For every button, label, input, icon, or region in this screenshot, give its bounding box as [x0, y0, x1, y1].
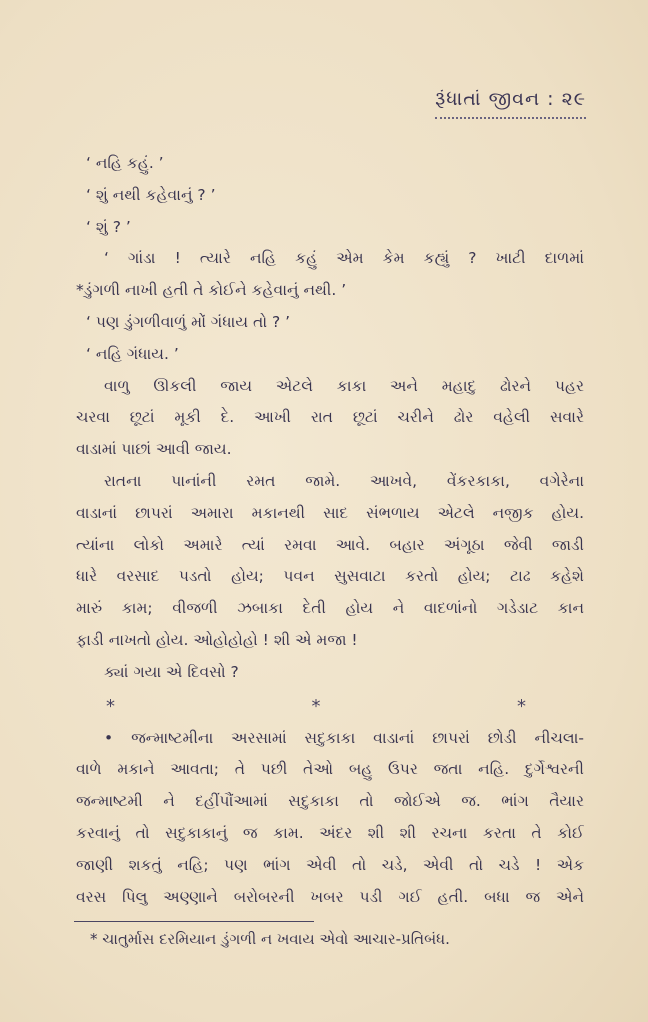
running-title: રૂંધાતાં જીવન : ૨૯ — [435, 88, 586, 110]
section-separator — [76, 691, 526, 723]
paragraph-line: ક્યાં ગયા એ દિવસો ? — [104, 662, 239, 681]
paragraph-line: ‘ ગાંડા ! ત્યારે નહિ કહું એમ કેમ કહ્યું ? ખાટી દાળમાં — [104, 249, 584, 268]
running-header — [435, 88, 586, 119]
paragraph-line: વાળુ ઊકલી જાય એટલે કાકા અને મહાદુ ઢોરને પહર — [104, 376, 584, 395]
page-body — [76, 148, 584, 913]
footnote: * ચાતુર્માસ દરમિયાન ડુંગળી ન ખવાય એવો આચાર-પ્રતિબંધ. — [90, 930, 450, 948]
paragraph-line: ધારે વરસાદ પડતો હોય; પવન સુસવાટા કરતો હોય; ટાઢ કહેશે — [76, 567, 584, 586]
paragraph-line: જાણી શકતું નહિ; પણ ભાંગ એવી તો ચડે, એવી તો ચડે ! એક — [76, 855, 584, 874]
paragraph-line: ચરવા છૂટાં મૂકી દે. આખી રાત છૂટાં ચરીને ઢોર વહેલી સવારે — [76, 408, 584, 427]
dialogue-line: ‘ નહિ ગંધાય. ’ — [86, 344, 179, 363]
paragraph-line: વરસ પિલુ અણ્ણાને બરોબરની ખબર પડી ગઈ હતી. બધા જ એને — [76, 887, 584, 906]
dialogue-line: ‘ નહિ કહું. ’ — [86, 154, 164, 172]
dialogue-line: ‘ શું ? ’ — [86, 217, 131, 236]
paragraph-line: *ડુંગળી નાખી હતી તે કોઈને કહેવાનું નથી. ’ — [76, 281, 347, 300]
paragraph-line: ફાડી નાખતો હોય. ઓહોહોહો ! શી એ મજા ! — [76, 630, 358, 649]
separator-star: * — [517, 695, 526, 717]
paragraph-line: જન્માષ્ટમી ને દહીંપૌંઆમાં સદુકાકા તો જોઈએ જ. ભાંગ તૈયાર — [76, 792, 584, 811]
paragraph-line: મારું કામ; વીજળી ઝબાકા દેતી હોય ને વાદળાંનો ગડેડાટ કાન — [76, 599, 584, 618]
paragraph-line: રાતના પાનાંની રમત જામે. આખવે, વેંકરકાકા, વગેરેના — [104, 471, 584, 490]
header-dotted-underline — [435, 114, 586, 119]
dialogue-line: ‘ શું નથી કહેવાનું ? ’ — [86, 185, 216, 204]
paragraph-line: • જન્માષ્ટમીના અરસામાં સદુકાકા વાડાનાં છાપરાં છોડી નીચલા- — [104, 728, 584, 747]
paragraph-line: વાળે મકાને આવતા; તે પછી તેઓ બહુ ઉપર જતા નહિ. દુર્ગેશ્વરની — [76, 760, 584, 779]
paragraph-line: વાડાનાં છાપરાં અમારા મકાનથી સાદ સંભળાય એટલે નજીક હોય. — [76, 503, 584, 522]
dialogue-line: ‘ પણ ડુંગળીવાળું મોં ગંધાય તો ? ’ — [86, 312, 291, 331]
separator-star: * — [311, 695, 321, 717]
separator-star: * — [106, 695, 115, 717]
paragraph-line: કરવાનું તો સદુકાકાનું જ કામ. અંદર શી શી રચના કરતા તે કોઈ — [76, 823, 584, 842]
paragraph-line: ત્યાંના લોકો અમારે ત્યાં રમવા આવે. બહાર અંગૂઠા જેવી જાડી — [76, 535, 584, 554]
paragraph-line: વાડામાં પાછાં આવી જાય. — [76, 440, 232, 459]
footnote-rule — [74, 921, 314, 922]
